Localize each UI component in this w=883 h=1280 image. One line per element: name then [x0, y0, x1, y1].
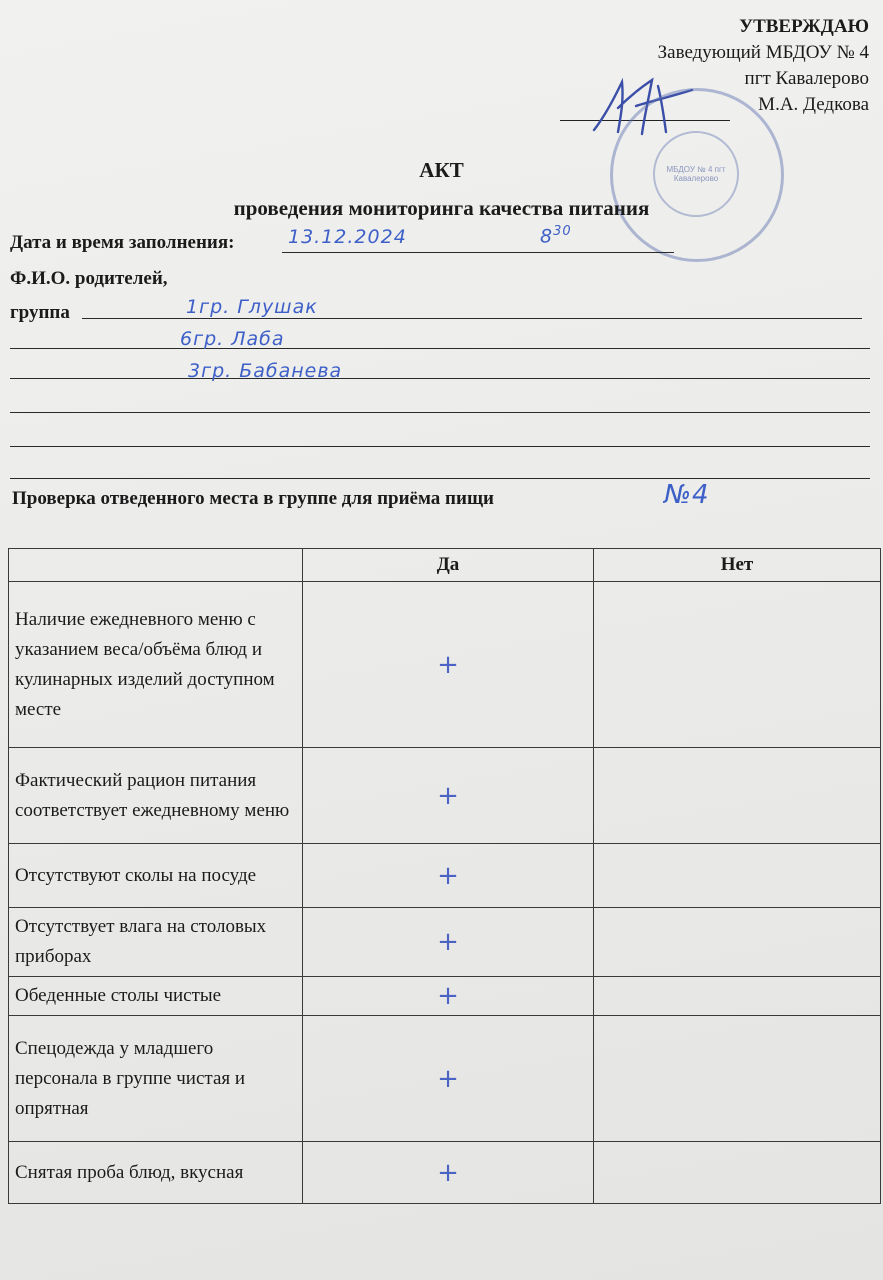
date-line — [282, 252, 674, 253]
parent-entry-1: 1гр. Глушак — [186, 296, 318, 318]
row-label: Снятая проба блюд, вкусная — [9, 1142, 303, 1204]
approval-place: пгт Кавалерово — [744, 68, 869, 89]
document-title: АКТ — [419, 158, 464, 182]
row-label: Спецодежда у младшего персонала в группе чистая и опрятная — [9, 1016, 303, 1142]
approval-heading: УТВЕРЖДАЮ — [739, 16, 869, 37]
table-row — [9, 748, 881, 844]
row-yes-mark: + — [303, 1142, 594, 1204]
table-row — [9, 1016, 881, 1142]
approval-position: Заведующий МБДОУ № 4 — [657, 42, 869, 63]
stamp-text: МБДОУ № 4 пгт Кавалерово — [666, 165, 726, 183]
row-yes-mark: + — [303, 977, 594, 1016]
entry-line-3 — [10, 378, 870, 379]
table-row — [9, 977, 881, 1016]
entry-line-6 — [10, 478, 870, 479]
time-value — [540, 224, 572, 247]
date-label: Дата и время заполнения: — [10, 232, 235, 253]
time-hours: 8 — [540, 225, 554, 248]
header-yes: Да — [303, 549, 594, 582]
parents-label: Ф.И.О. родителей, — [10, 268, 168, 289]
header-criterion — [9, 549, 303, 582]
entry-line-4 — [10, 412, 870, 413]
row-yes-mark: + — [303, 748, 594, 844]
row-yes-mark: + — [303, 844, 594, 908]
approval-signer: М.А. Дедкова — [758, 94, 869, 115]
checklist-table — [8, 548, 881, 1204]
row-no-mark — [594, 977, 881, 1016]
table-row — [9, 1142, 881, 1204]
row-no-mark — [594, 582, 881, 748]
row-no-mark — [594, 1142, 881, 1204]
table-row — [9, 908, 881, 977]
row-no-mark — [594, 748, 881, 844]
entry-line-5 — [10, 446, 870, 447]
row-no-mark — [594, 844, 881, 908]
section-title: Проверка отведенного места в группе для приёма пищи — [12, 488, 494, 509]
row-yes-mark: + — [303, 582, 594, 748]
group-label: группа — [10, 302, 70, 323]
row-no-mark — [594, 908, 881, 977]
row-no-mark — [594, 1016, 881, 1142]
row-yes-mark: + — [303, 908, 594, 977]
row-label: Фактический рацион питания соответствует ежедневному меню — [9, 748, 303, 844]
entry-line-2 — [10, 348, 870, 349]
table-header-row — [9, 549, 881, 582]
table-row — [9, 844, 881, 908]
row-label: Отсутствуют сколы на посуде — [9, 844, 303, 908]
document-subtitle: проведения мониторинга качества питания — [233, 196, 650, 220]
parent-entry-2: 6гр. Лаба — [180, 328, 285, 350]
row-yes-mark: + — [303, 1016, 594, 1142]
row-label: Отсутствует влага на столовых приборах — [9, 908, 303, 977]
table-row — [9, 582, 881, 748]
parent-entry-3: 3гр. Бабанева — [188, 360, 343, 382]
time-minutes: 30 — [553, 224, 572, 239]
entry-line-1 — [82, 318, 862, 319]
row-label: Обеденные столы чистые — [9, 977, 303, 1016]
date-value: 13.12.2024 — [288, 226, 407, 248]
row-label: Наличие ежедневного меню с указанием веса/объёма блюд и кулинарных изделий доступном месте — [9, 582, 303, 748]
header-no: Нет — [594, 549, 881, 582]
section-note: №4 — [664, 480, 710, 510]
